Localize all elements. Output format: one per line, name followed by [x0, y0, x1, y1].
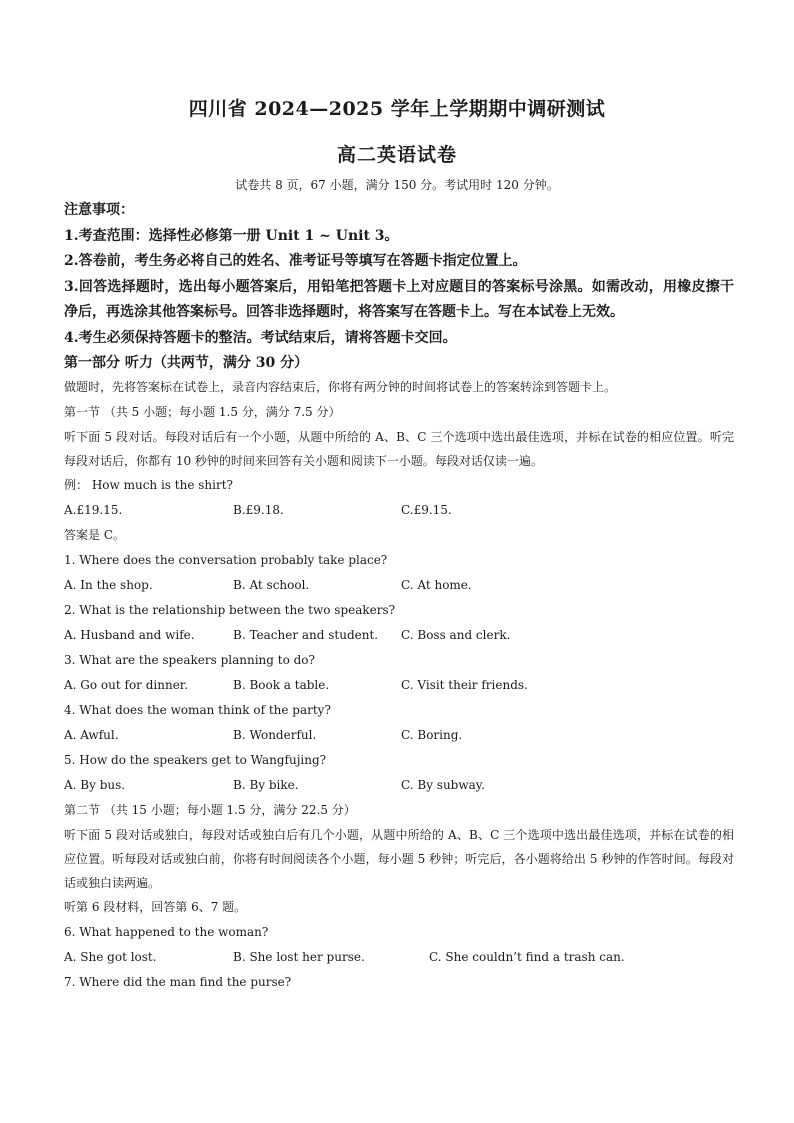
question-2-option-c: C. Boss and clerk. — [401, 628, 511, 642]
question-1-option-b: B. At school. — [233, 578, 310, 592]
question-4-option-b: B. Wonderful. — [233, 728, 317, 742]
notice-item-3: 3.回答选择题时，选出每小题答案后，用铅笔把答题卡上对应题目的答案标号涂黑。如需改动，用橡皮擦干净后，再选涂其他答案标号。回答非选择题时，将答案写在答题卡上。写在本试卷上无效。 — [64, 278, 734, 320]
notice-item-4: 4.考生必须保持答题卡的整洁。考试结束后，请将答题卡交回。 — [64, 329, 457, 346]
exam-title: 四川省 2024—2025 学年上学期期中调研测试 — [188, 98, 606, 120]
notice-heading: 注意事项： — [64, 202, 134, 218]
part1-heading: 第一部分 听力（共两节，满分 30 分） — [64, 355, 309, 371]
question-2-option-a: A. Husband and wife. — [64, 628, 195, 642]
question-6-option-a: A. She got lost. — [64, 950, 157, 964]
exam-subtitle: 高二英语试卷 — [336, 144, 457, 166]
example-option-a: A.£19.15. — [64, 503, 123, 517]
exam-info: 试卷共 8 页，67 小题，满分 150 分。考试用时 120 分钟。 — [235, 178, 559, 192]
question-5-options — [64, 773, 734, 798]
question-5-option-a: A. By bus. — [64, 778, 126, 792]
question-3-option-a: A. Go out for dinner. — [64, 678, 189, 692]
question-6-option-b: B. She lost her purse. — [233, 950, 365, 964]
question-4-option-c: C. Boring. — [401, 728, 463, 742]
question-3-option-b: B. Book a table. — [233, 678, 330, 692]
example-option-c: C.£9.15. — [401, 503, 452, 517]
section2-instructions: 听下面 5 段对话或独白，每段对话或独白后有几个小题，从题中所给的 A、B、C 三个选项中选出最佳选项，并标在试卷的相应位置。听每段对话或独白前，你将有时间阅读各个小题，每小题 5 秒钟；听完后，各小题将给出 5 秒钟的作答时间。每段对话或独白读两遍。 — [64, 828, 734, 890]
question-4-option-a: A. Awful. — [64, 728, 119, 742]
notice-item-1: 1.考查范围：选择性必修第一册 Unit 1 ~ Unit 3。 — [64, 227, 399, 244]
notice-item-2: 2.答卷前，考生务必将自己的姓名、准考证号等填写在答题卡指定位置上。 — [64, 253, 527, 269]
example-question: 例： How much is the shirt? — [64, 478, 233, 492]
question-3-option-c: C. Visit their friends. — [401, 678, 528, 692]
exam-content — [64, 198, 734, 995]
section1-heading: 第一节 （共 5 小题；每小题 1.5 分，满分 7.5 分） — [64, 405, 341, 419]
section2-material: 听第 6 段材料，回答第 6、7 题。 — [64, 900, 247, 914]
question-2: 2. What is the relationship between the two speakers? — [64, 603, 396, 617]
question-3: 3. What are the speakers planning to do? — [64, 653, 315, 667]
question-2-option-b: B. Teacher and student. — [233, 628, 379, 642]
question-1-options — [64, 573, 734, 598]
question-6: 6. What happened to the woman? — [64, 925, 269, 939]
example-option-b: B.£9.18. — [233, 503, 284, 517]
question-6-options — [64, 945, 734, 970]
question-3-options — [64, 673, 734, 698]
question-6-option-c: C. She couldn’t find a trash can. — [429, 950, 625, 964]
question-2-options — [64, 623, 734, 648]
question-5-option-b: B. By bike. — [233, 778, 299, 792]
question-7: 7. Where did the man find the purse? — [64, 975, 292, 989]
question-5: 5. How do the speakers get to Wangfujing? — [64, 753, 327, 767]
part1-intro: 做题时，先将答案标在试卷上，录音内容结束后，你将有两分钟的时间将试卷上的答案转涂到答题卡上。 — [64, 380, 617, 394]
section1-instructions: 听下面 5 段对话。每段对话后有一个小题，从题中所给的 A、B、C 三个选项中选出最佳选项，并标在试卷的相应位置。听完每段对话后，你都有 10 秒钟的时间来回答有关小题和阅读下一小题。每段对话仅读一遍。 — [64, 430, 734, 468]
question-1: 1. Where does the conversation probably take place? — [64, 553, 388, 567]
section2-heading: 第二节 （共 15 小题；每小题 1.5 分，满分 22.5 分） — [64, 803, 356, 817]
question-4-options — [64, 723, 734, 748]
example-answer: 答案是 C。 — [64, 528, 125, 542]
question-4: 4. What does the woman think of the party? — [64, 703, 331, 717]
question-1-option-a: A. In the shop. — [64, 578, 153, 592]
question-1-option-c: C. At home. — [401, 578, 472, 592]
question-5-option-c: C. By subway. — [401, 778, 485, 792]
example-options — [64, 498, 734, 523]
